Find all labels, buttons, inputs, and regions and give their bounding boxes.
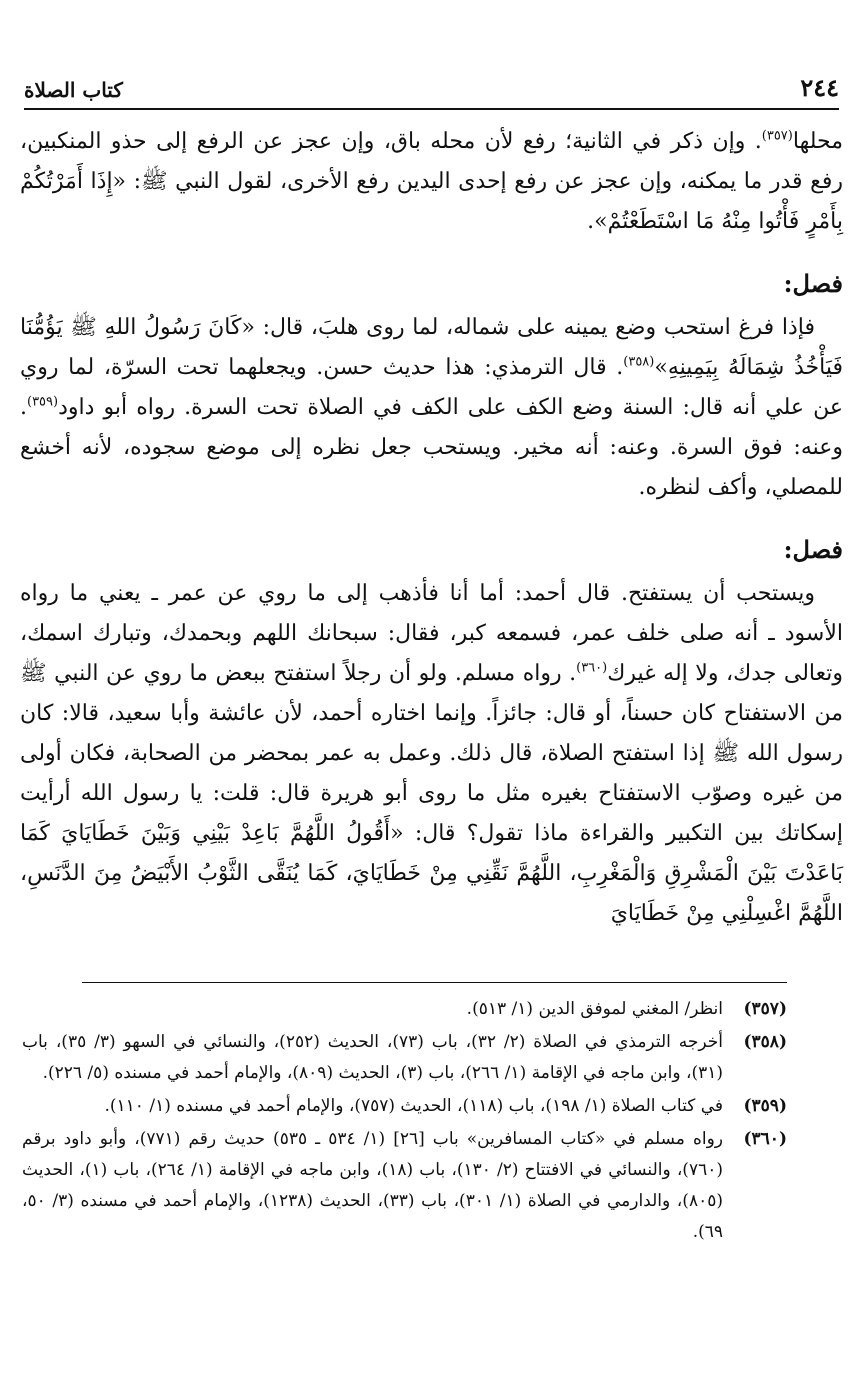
running-title: كتاب الصلاة — [24, 78, 123, 102]
footnote-ref-359: (٣٥٩) — [27, 394, 59, 410]
footnote-text: رواه مسلم في «كتاب المسافرين» باب [٢٦] (١/ ٥٣٤ ـ ٥٣٥) حديث رقم (٧٧١)، وأبو داود برقم (٧٦٠)، والنسائي في الافتتاح (٢/ ١٣٠)، باب (١٨)، وابن ماجه في الإقامة (١/ ٢٦٤)، باب (١)، الحديث (٨٠٥)، والدارمي في الصلاة (١/ ٣٠١)، باب (٣٣)، الحديث (١٢٣٨)، والإمام أحمد في مسنده (٣/ ٥٠، ٦٩). — [22, 1129, 724, 1242]
main-text — [20, 122, 843, 934]
paragraph-3: ويستحب أن يستفتح. قال أحمد: أما أنا فأذهب إلى ما روي عن عمر ـ يعني ما رواه الأسود ـ أنه صلى خلف عمر، فسمعه كبر، فقال: سبحانك اللهم وبحمدك، وتبارك اسمك، وتعالى جدك، ولا إله غيرك$^{(٣٦٠)}$. رواه مسلم. ولو أن رجلاً استفتح ببعض ما روي عن النبي ﷺ من الاستفتاح كان حسناً، أو قال: جائزاً. وإنما اختاره أحمد، لأن عائشة وأبا سعيد، قالا: كان رسول الله ﷺ إذا استفتح الصلاة، قال ذلك. وعمل به عمر بمحضر من الصحابة، فكان أولى من غيره وصوّب الاستفتاح بغيره مثل ما روى أبو هريرة قال: قلت: يا رسول الله أرأيت إسكاتك بين التكبير والقراءة ماذا تقول؟ قال: «أَقُولُ اللَّهُمَّ بَاعِدْ بَيْنِي وَبَيْنَ خَطَايَايَ كَمَا بَاعَدْتَ بَيْنَ الْمَشْرِقِ وَالْمَغْرِبِ، اللَّهُمَّ نَقِّنِي مِنْ خَطَايَايَ، كَمَا يُنَقَّى الثَّوْبُ الأَبْيَضُ مِنَ الدَّنَسِ، اللَّهُمَّ اغْسِلْنِي مِنْ خَطَايَايَ — [20, 581, 843, 926]
footnote-number: (٣٦٠) — [743, 1129, 787, 1149]
footnote-number: (٣٥٧) — [743, 999, 787, 1019]
footnote-358 — [22, 1027, 787, 1089]
footnotes — [22, 994, 787, 1250]
footnote-ref-360: (٣٦٠) — [576, 660, 608, 676]
footnote-ref-357: (٣٥٧) — [761, 128, 793, 144]
footnote-359 — [22, 1091, 787, 1122]
footnote-360 — [22, 1124, 787, 1248]
paragraph-2: فإذا فرغ استحب وضع يمينه على شماله، لما روى هلبَ، قال: «كَانَ رَسُولُ اللهِ ﷺ يَؤُمُّنَا فَيَأْخُذُ شِمَالَهُ بِيَمِينِهِ»$^{(٣٥٨)}$. قال الترمذي: هذا حديث حسن. ويجعلهما تحت السرّة، لما روي عن علي أنه قال: السنة وضع الكف على الكف في الصلاة تحت السرة. رواه أبو داود$^{(٣٥٩)}$. وعنه: فوق السرة. وعنه: أنه مخير. ويستحب جعل نظره إلى موضع سجوده، لأنه أخشع للمصلي، وأكف لنظره. — [20, 315, 844, 500]
page-header — [24, 62, 839, 110]
footnote-divider — [82, 982, 787, 983]
footnote-ref-358: (٣٥٨) — [623, 354, 655, 370]
footnote-text: في كتاب الصلاة (١/ ١٩٨)، باب (١١٨)، الحديث (٧٥٧)، والإمام أحمد في مسنده (١/ ١١٠). — [104, 1096, 723, 1116]
paragraph-1: محلها$^{(٣٥٧)}$. وإن ذكر في الثانية؛ رفع لأن محله باق، وإن عجز عن الرفع إلى حذو المنكبين، رفع قدر ما يمكنه، وإن عجز عن رفع إحدى اليدين رفع الأخرى، لقول النبي ﷺ: «إِذَا أَمَرْتُكُمْ بِأَمْرٍ فَأْتُوا مِنْهُ مَا اسْتَطَعْتُمْ». — [20, 128, 843, 234]
footnote-357 — [22, 994, 787, 1025]
section-heading-2: فصل: — [783, 535, 843, 564]
footnote-number: (٣٥٩) — [743, 1096, 787, 1116]
footnote-text: انظر/ المغني لموفق الدين (١/ ٥١٣). — [466, 999, 723, 1019]
footnote-number: (٣٥٨) — [743, 1032, 787, 1052]
page-number: ٢٤٤ — [800, 73, 839, 102]
footnote-text: أخرجه الترمذي في الصلاة (٢/ ٣٢)، باب (٧٣)، الحديث (٢٥٢)، والنسائي في السهو (٣/ ٣٥)، باب (٣١)، وابن ماجه في الإقامة (١/ ٢٦٦)، باب (٣)، الحديث (٨٠٩)، والإمام أحمد في مسنده (٥/ ٢٢٦). — [22, 1032, 723, 1083]
section-heading-1: فصل: — [783, 269, 843, 298]
